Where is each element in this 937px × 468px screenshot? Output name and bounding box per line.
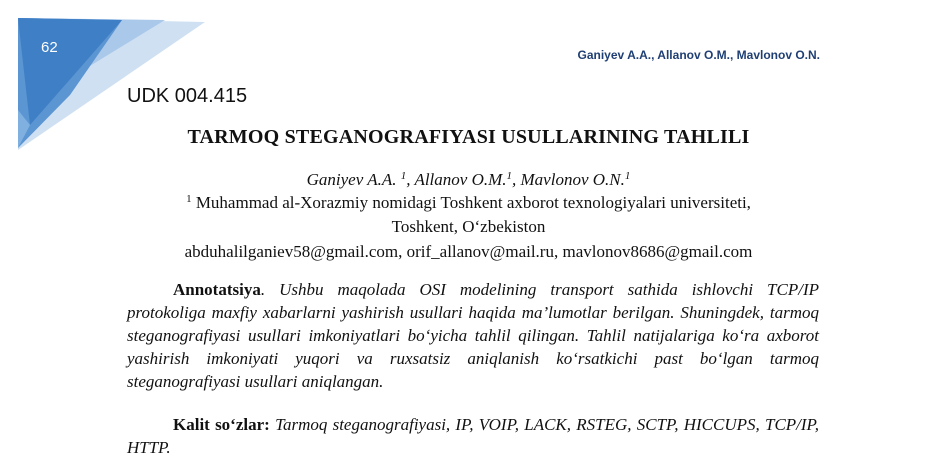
- keywords-label: Kalit so‘zlar:: [173, 415, 270, 434]
- udk-code: UDK 004.415: [127, 85, 248, 107]
- author-name: , Mavlonov O.N.: [512, 170, 625, 189]
- affiliation-mark: 1: [186, 193, 192, 205]
- abstract-label: Annotatsiya: [173, 280, 261, 299]
- affiliation-line-1: [0, 193, 937, 213]
- abstract-text: . Ushbu maqolada OSI modelining transport sathida ishlovchi TCP/IP protokoliga maxfiy xabarlarni yashirish usullari haqida ma’lumotlar berilgan. Shuningdek, tarmoq steganografiyasi usullari imkoniyatlari bo‘yicha tahlil qilingan. Tahlil natijalariga ko‘ra axborot yashirish imkoniyati yuqori va ruxsatsiz aniqlanish ko‘rsatkichi past bo‘lgan tarmoq steganografiyasi usullari aniqlangan.: [127, 280, 819, 391]
- affiliation-mark: 1: [624, 170, 631, 182]
- affiliation-mark: 1: [506, 170, 513, 182]
- affiliation-line-2: Toshkent, O‘zbekiston: [391, 217, 546, 236]
- author-list: [0, 170, 937, 190]
- author-emails: abduhalilganiev58@gmail.com, orif_allanov@mail.ru, mavlonov8686@gmail.com: [184, 242, 753, 261]
- keywords-paragraph: [127, 413, 819, 459]
- author-name: , Allanov O.M.: [406, 170, 507, 189]
- affiliation-institution: Muhammad al-Xorazmiy nomidagi Toshkent axborot texnologiyalari universiteti,: [191, 193, 751, 212]
- abstract-paragraph: [127, 278, 819, 393]
- author-name: Ganiyev A.A.: [306, 170, 401, 189]
- keywords-text: Tarmoq steganografiyasi, IP, VOIP, LACK, RSTEG, SCTP, HICCUPS, TCP/IP, HTTP.: [127, 415, 819, 457]
- running-head-authors: Ganiyev A.A., Allanov O.M., Mavlonov O.N.: [577, 48, 820, 62]
- article-title: TARMOQ STEGANOGRAFIYASI USULLARINING TAHLILI: [187, 126, 750, 148]
- page-number: 62: [41, 39, 58, 56]
- affiliation-mark: 1: [400, 170, 407, 182]
